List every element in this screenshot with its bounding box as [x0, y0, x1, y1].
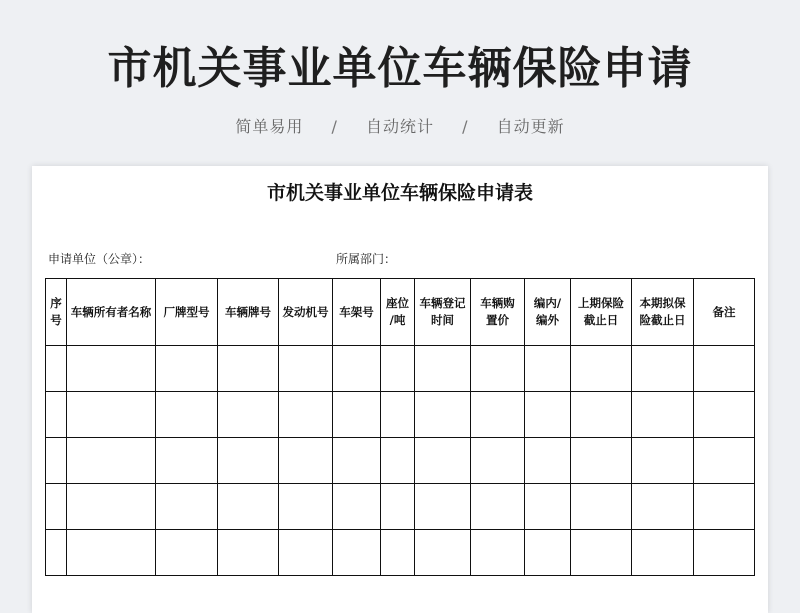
table-cell[interactable] [381, 438, 415, 484]
table-cell[interactable] [67, 484, 156, 530]
table-cell[interactable] [333, 438, 381, 484]
table-cell[interactable] [632, 530, 694, 576]
table-cell[interactable] [46, 346, 67, 392]
column-header: 车辆牌号 [218, 279, 279, 346]
column-header: 编内/ 编外 [525, 279, 571, 346]
table-cell[interactable] [415, 438, 471, 484]
table-cell[interactable] [694, 530, 755, 576]
table-cell[interactable] [46, 438, 67, 484]
table-cell[interactable] [694, 438, 755, 484]
tagline-item: 自动统计 [365, 117, 434, 136]
table-cell[interactable] [471, 392, 525, 438]
table-cell[interactable] [218, 392, 279, 438]
table-cell[interactable] [218, 484, 279, 530]
table-cell[interactable] [525, 346, 571, 392]
column-header: 发动机号 [279, 279, 333, 346]
table-cell[interactable] [632, 438, 694, 484]
table-cell[interactable] [471, 438, 525, 484]
table-cell[interactable] [46, 484, 67, 530]
table-cell[interactable] [571, 530, 632, 576]
column-header: 车辆购 置价 [471, 279, 525, 346]
table-cell[interactable] [525, 438, 571, 484]
table-cell[interactable] [471, 484, 525, 530]
table-cell[interactable] [525, 530, 571, 576]
column-header: 座位 /吨 [381, 279, 415, 346]
tagline-item: 简单易用 [235, 117, 304, 136]
column-header: 备注 [694, 279, 755, 346]
tagline-item: 自动更新 [496, 117, 565, 136]
table-cell[interactable] [471, 530, 525, 576]
table-cell[interactable] [571, 392, 632, 438]
table-cell[interactable] [381, 392, 415, 438]
department-label: 所属部门： [336, 252, 397, 266]
table-cell[interactable] [415, 346, 471, 392]
table-cell[interactable] [333, 392, 381, 438]
column-header: 厂牌型号 [156, 279, 218, 346]
table-cell[interactable] [279, 484, 333, 530]
tagline-separator: / [331, 117, 338, 136]
table-cell[interactable] [67, 346, 156, 392]
table-row [46, 530, 755, 576]
table-cell[interactable] [156, 438, 218, 484]
tagline-separator: / [462, 117, 469, 136]
table-cell[interactable] [632, 392, 694, 438]
column-header: 车辆所有者名称 [67, 279, 156, 346]
table-cell[interactable] [218, 346, 279, 392]
hero-title: 市机关事业单位车辆保险申请 [107, 43, 693, 94]
table-cell[interactable] [571, 346, 632, 392]
column-header: 车架号 [333, 279, 381, 346]
table-cell[interactable] [415, 484, 471, 530]
table-row [46, 392, 755, 438]
form-sheet [32, 166, 768, 613]
table-body [46, 346, 755, 576]
table-cell[interactable] [571, 484, 632, 530]
table-cell[interactable] [694, 392, 755, 438]
table-row [46, 438, 755, 484]
table-cell[interactable] [279, 392, 333, 438]
applicant-unit-label: 申请单位（公章）： [48, 252, 151, 266]
table-cell[interactable] [67, 392, 156, 438]
table-cell[interactable] [46, 392, 67, 438]
column-header: 上期保险 截止日 [571, 279, 632, 346]
column-header: 车辆登记 时间 [415, 279, 471, 346]
table-cell[interactable] [571, 438, 632, 484]
column-header: 本期拟保 险截止日 [632, 279, 694, 346]
table-cell[interactable] [333, 484, 381, 530]
table-cell[interactable] [156, 392, 218, 438]
table-cell[interactable] [632, 484, 694, 530]
table-cell[interactable] [381, 530, 415, 576]
table-cell[interactable] [218, 530, 279, 576]
table-cell[interactable] [46, 530, 67, 576]
table-cell[interactable] [694, 484, 755, 530]
table-cell[interactable] [67, 530, 156, 576]
table-header-row [46, 279, 755, 346]
table-cell[interactable] [694, 346, 755, 392]
table-row [46, 484, 755, 530]
table-cell[interactable] [156, 346, 218, 392]
application-table [45, 278, 755, 576]
table-row [46, 346, 755, 392]
table-cell[interactable] [415, 392, 471, 438]
table-cell[interactable] [415, 530, 471, 576]
table-cell[interactable] [471, 346, 525, 392]
table-cell[interactable] [279, 530, 333, 576]
table-cell[interactable] [333, 530, 381, 576]
table-cell[interactable] [218, 438, 279, 484]
column-header: 序 号 [46, 279, 67, 346]
table-cell[interactable] [525, 392, 571, 438]
table-cell[interactable] [156, 484, 218, 530]
table-cell[interactable] [381, 484, 415, 530]
table-cell[interactable] [279, 346, 333, 392]
table-cell[interactable] [67, 438, 156, 484]
tagline [0, 114, 800, 137]
table-cell[interactable] [279, 438, 333, 484]
table-cell[interactable] [632, 346, 694, 392]
table-cell[interactable] [525, 484, 571, 530]
table-cell[interactable] [156, 530, 218, 576]
table-cell[interactable] [381, 346, 415, 392]
form-title: 市机关事业单位车辆保险申请表 [266, 182, 533, 204]
table-cell[interactable] [333, 346, 381, 392]
